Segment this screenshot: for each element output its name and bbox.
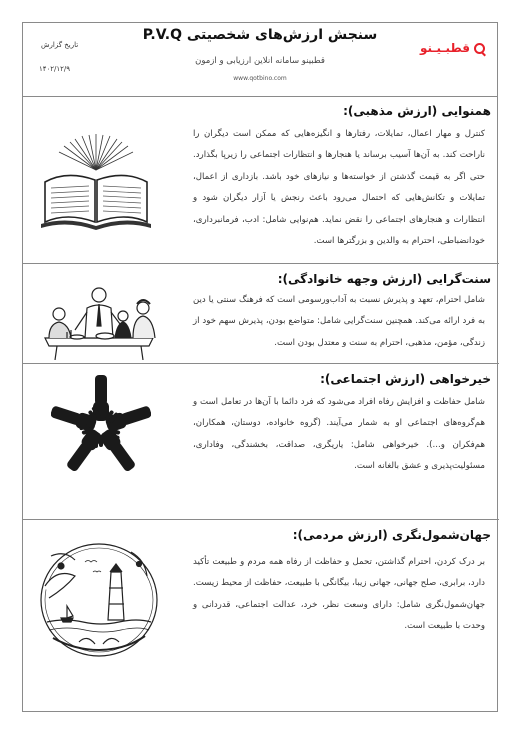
section-body: کنترل و مهار اعمال، تمایلات، رفتارها و انگیزه‌هایی که ممکن است دیگران را ناراحت کند. به آن‌ها آسیب برساند یا هنجارها و انتظارات اجتماعی را زیرپا بگذارد. حتی اگر به قیمت گذشتن از خواسته‌ها و نیازهای خود باشد. بازداری از اعمال، تمایلات و تکانش‌هایی که احتمال می‌رود باعث رنجش یا آزار دیگران شود و انتظارات و هنجارهای اجتماعی را نقض نماید. هم‌نوایی شامل: ادب، فرمانبرداری، خودانضباطی، احترام به والدین و بزرگترها است. xyxy=(193,129,485,247)
section-title: همنوایی (ارزش مذهبی): xyxy=(343,104,491,118)
report-page xyxy=(22,22,498,712)
section-body: شامل حفاظت و افزایش رفاه افراد می‌شود که فرد دائما با آن‌ها در تعامل است و هم‌گروه‌های اجتماعی او به شمار می‌آیند. (گروه خانواده، دوستان، همکاران، هم‌فکران و...). خیرخواهی شامل: یاریگری، صداقت، بخشندگی، وفاداری، مسئولیت‌پذیری و عشق بالغانه است. xyxy=(193,397,485,472)
open-book-icon xyxy=(37,130,155,230)
brand-logo xyxy=(420,41,485,55)
section-title: خیرخواهی (ارزش اجتماعی): xyxy=(320,372,491,386)
page-title: سنجش ارزش‌های شخصیتی P.V.Q xyxy=(142,27,378,43)
section-title: جهان‌شمول‌نگری (ارزش مردمی): xyxy=(292,528,491,542)
report-date-value: ۱۴۰۲/۱۲/۹ xyxy=(39,65,71,73)
section-universalism xyxy=(23,520,499,710)
section-body: شامل احترام، تعهد و پذیرش نسبت به آداب‌ورسومی است که فرهنگ سنتی یا دین به فرد ارائه می‌کند. همچنین سنت‌گرایی شامل: متواضع بودن، پذیرش سهم خود از زندگی، مؤمن، مذهبی، احترام به سنت و معتدل بودن است. xyxy=(193,295,485,348)
section-tradition xyxy=(23,264,499,364)
report-header xyxy=(23,23,497,97)
report-date-label: تاریخ گزارش xyxy=(41,41,79,49)
family-dinner-illustration xyxy=(37,286,161,360)
section-title: سنت‌گرایی (ارزش وجهه خانوادگی): xyxy=(277,272,491,286)
section-conformity xyxy=(23,96,499,264)
nature-lighthouse-illustration xyxy=(35,538,163,662)
section-benevolence xyxy=(23,364,499,520)
q-logo-icon xyxy=(474,43,485,54)
joined-hands-icon xyxy=(51,372,151,482)
page-subtitle: قطبینو سامانه انلاین ارزیابی و ازمون xyxy=(195,56,325,66)
website-link[interactable]: www.qotbino.com xyxy=(233,75,287,82)
section-body: بر درک کردن، احترام گذاشتن، تحمل و حفاظت از رفاه همه مردم و طبیعت تأکید دارد، برابری، صلح جهانی، جهانی زیبا، بیگانگی با طبیعت، حفاظت از محیط زیست. جهان‌شمول‌نگری شامل: دارای وسعت نظر، خرد، عدالت اجتماعی، قدردانی و وحدت با طبیعت است. xyxy=(193,557,485,632)
brand-name: قطبـیـنو xyxy=(420,41,470,55)
